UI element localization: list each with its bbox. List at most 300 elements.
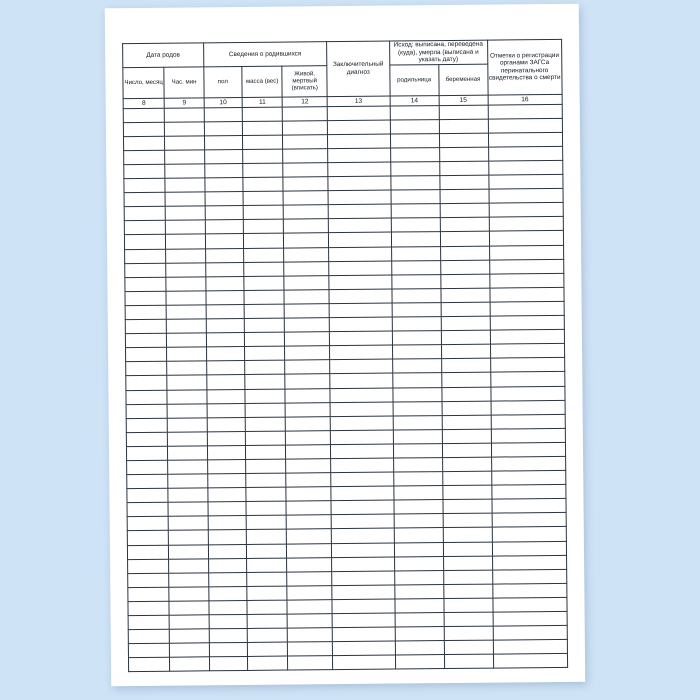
table-cell-empty[interactable] [124,221,166,235]
table-cell-empty[interactable] [207,403,245,417]
table-cell-empty[interactable] [492,597,567,612]
table-cell-empty[interactable] [493,611,568,626]
table-cell-empty[interactable] [286,459,331,474]
table-cell-empty[interactable] [244,304,285,318]
table-cell-empty[interactable] [391,176,440,191]
table-cell-empty[interactable] [125,263,167,277]
table-cell-empty[interactable] [327,120,390,135]
table-cell-empty[interactable] [440,246,489,261]
table-cell-empty[interactable] [166,248,205,262]
table-cell-empty[interactable] [125,305,167,319]
table-cell-empty[interactable] [207,459,245,473]
table-cell-empty[interactable] [493,654,568,669]
table-cell-empty[interactable] [394,542,443,557]
table-cell-empty[interactable] [443,513,492,528]
table-cell-empty[interactable] [330,430,393,445]
table-cell-empty[interactable] [443,556,492,571]
table-cell-empty[interactable] [243,163,284,177]
table-cell-empty[interactable] [126,362,168,376]
table-cell-empty[interactable] [442,443,491,458]
table-cell-empty[interactable] [286,473,331,488]
table-cell-empty[interactable] [207,417,245,431]
table-cell-empty[interactable] [205,234,243,248]
table-cell-empty[interactable] [393,429,442,444]
table-cell-empty[interactable] [205,192,243,206]
table-cell-empty[interactable] [284,304,329,319]
table-cell-empty[interactable] [492,513,567,528]
table-cell-empty[interactable] [245,445,286,459]
table-cell-empty[interactable] [123,108,165,122]
table-cell-empty[interactable] [439,161,488,176]
table-cell-empty[interactable] [390,133,439,148]
table-cell-empty[interactable] [443,499,492,514]
table-cell-empty[interactable] [209,586,247,600]
table-cell-empty[interactable] [440,260,489,275]
table-cell-empty[interactable] [391,260,440,275]
table-cell-empty[interactable] [127,502,169,516]
table-cell-empty[interactable] [284,290,329,305]
table-cell-empty[interactable] [287,600,332,615]
table-cell-empty[interactable] [169,558,208,572]
table-cell-empty[interactable] [127,488,169,502]
table-cell-empty[interactable] [493,625,568,640]
table-cell-empty[interactable] [392,331,441,346]
table-cell-empty[interactable] [331,472,394,487]
table-cell-empty[interactable] [242,135,283,149]
table-cell-empty[interactable] [246,459,287,473]
table-cell-empty[interactable] [244,332,285,346]
table-cell-empty[interactable] [168,460,207,474]
table-cell-empty[interactable] [206,319,244,333]
table-cell-empty[interactable] [125,291,167,305]
table-cell-empty[interactable] [205,262,243,276]
table-cell-empty[interactable] [170,629,209,643]
table-cell-empty[interactable] [169,601,208,615]
table-cell-empty[interactable] [283,177,328,192]
table-cell-empty[interactable] [168,446,207,460]
table-cell-empty[interactable] [394,486,443,501]
table-cell-empty[interactable] [167,333,206,347]
table-cell-empty[interactable] [165,178,204,192]
table-cell-empty[interactable] [489,217,564,232]
table-cell-empty[interactable] [205,248,243,262]
table-cell-empty[interactable] [170,657,209,671]
table-cell-empty[interactable] [286,487,331,502]
table-cell-empty[interactable] [205,163,243,177]
table-cell-empty[interactable] [126,347,168,361]
table-cell-empty[interactable] [488,104,563,119]
table-cell-empty[interactable] [328,204,391,219]
table-cell-empty[interactable] [493,640,568,655]
table-cell-empty[interactable] [165,136,204,150]
table-cell-empty[interactable] [243,177,284,191]
table-cell-empty[interactable] [124,178,166,192]
table-cell-empty[interactable] [286,501,331,516]
table-cell-empty[interactable] [128,615,170,629]
table-cell-empty[interactable] [124,235,166,249]
table-cell-empty[interactable] [169,587,208,601]
table-cell-empty[interactable] [444,598,493,613]
table-cell-empty[interactable] [206,333,244,347]
table-cell-empty[interactable] [490,386,565,401]
table-cell-empty[interactable] [392,317,441,332]
table-cell-empty[interactable] [209,600,247,614]
table-cell-empty[interactable] [285,346,330,361]
table-cell-empty[interactable] [332,571,395,586]
table-cell-empty[interactable] [330,359,393,374]
table-cell-empty[interactable] [391,232,440,247]
table-cell-empty[interactable] [441,358,490,373]
table-cell-empty[interactable] [331,500,394,515]
table-cell-empty[interactable] [394,514,443,529]
table-cell-empty[interactable] [245,417,286,431]
table-cell-empty[interactable] [168,502,207,516]
table-cell-empty[interactable] [167,389,206,403]
table-cell-empty[interactable] [444,640,493,655]
table-cell-empty[interactable] [287,515,332,530]
table-cell-empty[interactable] [439,133,488,148]
table-cell-empty[interactable] [490,301,565,316]
table-cell-empty[interactable] [490,372,565,387]
table-cell-empty[interactable] [490,358,565,373]
table-cell-empty[interactable] [245,431,286,445]
table-cell-empty[interactable] [329,303,392,318]
table-cell-empty[interactable] [439,147,488,162]
table-cell-empty[interactable] [165,192,204,206]
table-cell-empty[interactable] [331,528,394,543]
table-cell-empty[interactable] [490,315,565,330]
table-cell-empty[interactable] [127,517,169,531]
table-cell-empty[interactable] [333,655,396,670]
table-cell-empty[interactable] [489,203,564,218]
table-cell-empty[interactable] [283,191,328,206]
table-cell-empty[interactable] [440,189,489,204]
table-cell-empty[interactable] [243,191,284,205]
table-cell-empty[interactable] [492,555,567,570]
table-cell-empty[interactable] [395,598,444,613]
table-row[interactable] [128,654,567,672]
table-cell-empty[interactable] [168,488,207,502]
table-cell-empty[interactable] [284,275,329,290]
table-cell-empty[interactable] [287,571,332,586]
table-cell-empty[interactable] [168,432,207,446]
table-cell-empty[interactable] [284,233,329,248]
table-cell-empty[interactable] [443,528,492,543]
table-cell-empty[interactable] [332,585,395,600]
table-cell-empty[interactable] [285,374,330,389]
table-cell-empty[interactable] [330,345,393,360]
table-cell-empty[interactable] [243,205,284,219]
table-cell-empty[interactable] [247,600,288,614]
table-cell-empty[interactable] [166,291,205,305]
table-cell-empty[interactable] [243,234,284,248]
table-cell-empty[interactable] [166,206,205,220]
table-cell-empty[interactable] [126,390,168,404]
table-cell-empty[interactable] [207,431,245,445]
table-cell-empty[interactable] [128,601,170,615]
table-cell-empty[interactable] [245,360,286,374]
table-cell-empty[interactable] [169,530,208,544]
table-cell-empty[interactable] [393,401,442,416]
table-cell-empty[interactable] [167,347,206,361]
table-cell-empty[interactable] [288,628,333,643]
table-cell-empty[interactable] [128,629,170,643]
table-cell-empty[interactable] [390,119,439,134]
table-cell-empty[interactable] [328,218,391,233]
table-cell-empty[interactable] [331,514,394,529]
table-cell-empty[interactable] [167,375,206,389]
table-cell-empty[interactable] [444,626,493,641]
table-cell-empty[interactable] [206,361,244,375]
table-cell-empty[interactable] [169,573,208,587]
table-cell-empty[interactable] [491,442,566,457]
table-cell-empty[interactable] [247,628,288,642]
table-cell-empty[interactable] [285,318,330,333]
table-cell-empty[interactable] [165,122,204,136]
table-cell-empty[interactable] [328,148,391,163]
table-cell-empty[interactable] [207,375,245,389]
table-cell-empty[interactable] [206,290,244,304]
table-cell-empty[interactable] [392,359,441,374]
table-cell-empty[interactable] [443,570,492,585]
table-cell-empty[interactable] [491,470,566,485]
table-cell-empty[interactable] [245,374,286,388]
table-cell-empty[interactable] [165,150,204,164]
table-cell-empty[interactable] [329,289,392,304]
table-cell-empty[interactable] [207,445,245,459]
table-cell-empty[interactable] [128,573,170,587]
table-cell-empty[interactable] [444,654,493,669]
table-cell-empty[interactable] [128,587,170,601]
table-cell-empty[interactable] [440,274,489,289]
table-cell-empty[interactable] [126,404,168,418]
table-cell-empty[interactable] [395,627,444,642]
table-cell-empty[interactable] [440,175,489,190]
table-cell-empty[interactable] [208,530,246,544]
table-cell-empty[interactable] [441,330,490,345]
table-cell-empty[interactable] [167,305,206,319]
table-cell-empty[interactable] [283,120,328,135]
table-cell-empty[interactable] [283,149,328,164]
table-cell-empty[interactable] [394,556,443,571]
table-cell-empty[interactable] [208,544,246,558]
table-cell-empty[interactable] [246,515,287,529]
table-cell-empty[interactable] [285,360,330,375]
table-cell-empty[interactable] [126,418,168,432]
table-cell-empty[interactable] [440,203,489,218]
table-cell-empty[interactable] [126,376,168,390]
table-cell-empty[interactable] [394,528,443,543]
table-cell-empty[interactable] [283,106,328,121]
table-cell-empty[interactable] [247,642,288,656]
table-cell-empty[interactable] [245,346,286,360]
table-cell-empty[interactable] [439,119,488,134]
table-cell-empty[interactable] [332,557,395,572]
table-cell-empty[interactable] [441,344,490,359]
table-cell-empty[interactable] [243,219,284,233]
table-cell-empty[interactable] [285,402,330,417]
table-cell-empty[interactable] [126,446,168,460]
table-cell-empty[interactable] [393,387,442,402]
table-cell-empty[interactable] [489,273,564,288]
table-cell-empty[interactable] [287,557,332,572]
table-cell-empty[interactable] [492,583,567,598]
table-cell-empty[interactable] [492,569,567,584]
table-cell-empty[interactable] [444,612,493,627]
table-cell-empty[interactable] [205,206,243,220]
table-cell-empty[interactable] [286,445,331,460]
table-cell-empty[interactable] [285,332,330,347]
table-cell-empty[interactable] [492,499,567,514]
table-cell-empty[interactable] [124,164,166,178]
table-cell-empty[interactable] [442,485,491,500]
table-cell-empty[interactable] [247,614,288,628]
table-cell-empty[interactable] [124,192,166,206]
table-cell-empty[interactable] [125,249,167,263]
table-cell-empty[interactable] [242,121,283,135]
table-cell-empty[interactable] [125,333,167,347]
table-cell-empty[interactable] [331,486,394,501]
table-cell-empty[interactable] [207,474,245,488]
table-cell-empty[interactable] [244,262,285,276]
table-cell-empty[interactable] [243,149,284,163]
table-cell-empty[interactable] [390,105,439,120]
table-cell-empty[interactable] [170,615,209,629]
table-cell-empty[interactable] [247,586,288,600]
table-cell-empty[interactable] [128,559,170,573]
table-cell-empty[interactable] [208,516,246,530]
table-cell-empty[interactable] [244,248,285,262]
table-cell-empty[interactable] [328,134,391,149]
table-cell-empty[interactable] [330,388,393,403]
table-cell-empty[interactable] [441,316,490,331]
table-cell-empty[interactable] [491,428,566,443]
table-cell-empty[interactable] [128,643,170,657]
table-cell-empty[interactable] [247,558,288,572]
table-cell-empty[interactable] [168,418,207,432]
table-cell-empty[interactable] [288,656,333,671]
table-cell-empty[interactable] [443,542,492,557]
table-cell-empty[interactable] [440,232,489,247]
table-cell-empty[interactable] [489,259,564,274]
table-cell-empty[interactable] [206,304,244,318]
table-cell-empty[interactable] [206,347,244,361]
table-cell-empty[interactable] [329,247,392,262]
table-cell-empty[interactable] [207,389,245,403]
table-cell-empty[interactable] [287,585,332,600]
table-cell-empty[interactable] [208,502,246,516]
table-cell-empty[interactable] [488,146,563,161]
table-cell-empty[interactable] [166,277,205,291]
table-cell-empty[interactable] [167,403,206,417]
table-cell-empty[interactable] [491,485,566,500]
table-cell-empty[interactable] [247,572,288,586]
table-cell-empty[interactable] [395,584,444,599]
table-cell-empty[interactable] [489,245,564,260]
table-cell-empty[interactable] [332,599,395,614]
table-cell-empty[interactable] [165,107,204,121]
table-cell-empty[interactable] [492,527,567,542]
table-cell-empty[interactable] [287,529,332,544]
table-cell-empty[interactable] [391,190,440,205]
table-cell-empty[interactable] [390,148,439,163]
table-cell-empty[interactable] [491,414,566,429]
table-cell-empty[interactable] [209,629,247,643]
table-cell-empty[interactable] [440,218,489,233]
table-cell-empty[interactable] [209,614,247,628]
table-cell-empty[interactable] [391,218,440,233]
table-cell-empty[interactable] [488,132,563,147]
table-cell-empty[interactable] [126,432,168,446]
table-cell-empty[interactable] [330,402,393,417]
table-cell-empty[interactable] [329,317,392,332]
table-cell-empty[interactable] [124,150,166,164]
table-cell-empty[interactable] [208,572,246,586]
table-cell-empty[interactable] [204,135,242,149]
table-cell-empty[interactable] [287,543,332,558]
table-cell-empty[interactable] [329,331,392,346]
table-cell-empty[interactable] [393,472,442,487]
table-cell-empty[interactable] [442,387,491,402]
table-cell-empty[interactable] [246,530,287,544]
table-cell-empty[interactable] [491,456,566,471]
table-cell-empty[interactable] [390,162,439,177]
table-cell-empty[interactable] [245,403,286,417]
table-cell-empty[interactable] [329,261,392,276]
table-cell-empty[interactable] [169,516,208,530]
table-cell-empty[interactable] [328,233,391,248]
table-cell-empty[interactable] [330,373,393,388]
table-cell-empty[interactable] [394,500,443,515]
table-cell-empty[interactable] [208,558,246,572]
table-cell-empty[interactable] [205,178,243,192]
table-cell-empty[interactable] [492,541,567,556]
table-cell-empty[interactable] [329,275,392,290]
table-cell-empty[interactable] [488,118,563,133]
table-cell-empty[interactable] [442,401,491,416]
table-cell-empty[interactable] [283,163,328,178]
table-cell-empty[interactable] [127,474,169,488]
table-cell-empty[interactable] [204,149,242,163]
table-cell-empty[interactable] [204,107,242,121]
table-cell-empty[interactable] [244,318,285,332]
table-cell-empty[interactable] [127,531,169,545]
table-cell-empty[interactable] [206,276,244,290]
table-cell-empty[interactable] [204,121,242,135]
table-cell-empty[interactable] [442,429,491,444]
table-cell-empty[interactable] [331,543,394,558]
table-cell-empty[interactable] [488,175,563,190]
table-cell-empty[interactable] [283,134,328,149]
table-cell-empty[interactable] [246,473,287,487]
table-cell-empty[interactable] [284,219,329,234]
table-cell-empty[interactable] [393,458,442,473]
table-cell-empty[interactable] [332,613,395,628]
table-cell-empty[interactable] [242,107,283,121]
table-cell-empty[interactable] [284,247,329,262]
table-cell-empty[interactable] [209,643,247,657]
table-cell-empty[interactable] [491,400,566,415]
table-cell-empty[interactable] [127,460,169,474]
table-cell-empty[interactable] [284,205,329,220]
table-cell-empty[interactable] [167,361,206,375]
table-cell-empty[interactable] [395,655,444,670]
table-cell-empty[interactable] [166,263,205,277]
table-cell-empty[interactable] [332,641,395,656]
table-cell-empty[interactable] [392,288,441,303]
table-cell-empty[interactable] [489,287,564,302]
table-cell-empty[interactable] [245,389,286,403]
